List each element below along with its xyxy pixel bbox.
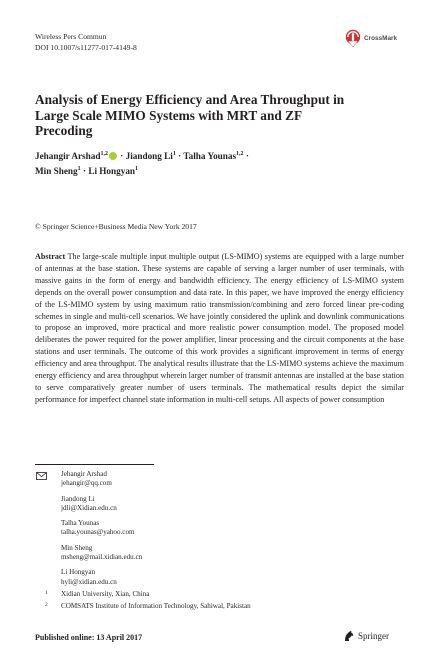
footnote-divider <box>35 464 154 465</box>
paper-title: Analysis of Energy Efficiency and Area Throughput in Large Scale MIMO Systems with MRT and ZF Precoding <box>35 92 345 138</box>
doi: DOI 10.1007/s11277-017-4149-8 <box>35 43 137 52</box>
envelope-icon <box>36 472 47 480</box>
affiliation-entry <box>35 602 251 612</box>
contact-name: Jiandong Li <box>61 494 95 503</box>
contact-email[interactable]: jdli@Xidian.edu.cn <box>61 503 117 512</box>
contact-entry <box>35 544 142 563</box>
author-separator: · <box>178 151 182 162</box>
affiliation-text: Xidian University, Xian, China <box>61 590 150 598</box>
contact-name: Talha Younas <box>61 519 100 528</box>
abstract-label: Abstract <box>35 252 66 261</box>
affiliation-text: COMSATS Institute of Information Technology, Sahiwal, Pakistan <box>61 601 251 610</box>
abstract <box>35 251 404 406</box>
affiliation-entry <box>35 590 251 600</box>
copyright-line: © Springer Science+Business Media New York 2017 <box>35 222 197 231</box>
affiliation-list <box>35 590 251 613</box>
author-name[interactable]: Jiandong Li <box>125 151 173 162</box>
author-affil-sup: 1 <box>135 166 139 173</box>
contact-name: Min Sheng <box>61 543 93 552</box>
author-separator: · <box>245 151 249 162</box>
crossmark-badge[interactable] <box>345 29 397 48</box>
crossmark-icon <box>345 29 361 48</box>
contact-name: Li Hongyan <box>61 568 96 577</box>
author-name[interactable]: Min Sheng <box>35 166 78 177</box>
contact-email[interactable]: msheng@mail.xidian.edu.cn <box>61 553 143 562</box>
contact-entry <box>35 568 142 587</box>
contact-email[interactable]: hyli@xidian.edu.cn <box>61 577 117 586</box>
author-separator: · <box>120 151 124 162</box>
author-name[interactable]: Jehangir Arshad <box>35 151 101 162</box>
contact-name: Jehangir Arshad <box>61 470 107 478</box>
contact-entry <box>35 519 142 538</box>
affiliation-number: 1 <box>45 590 48 596</box>
author-list <box>35 148 395 178</box>
journal-name: Wireless Pers Commun <box>35 32 107 41</box>
author-affil-sup: 1 <box>77 166 81 173</box>
springer-logo <box>343 630 389 642</box>
springer-horse-icon <box>343 630 355 642</box>
author-affil-sup: 1 <box>172 151 176 157</box>
affiliation-number: 2 <box>45 601 48 608</box>
contact-list <box>35 470 142 593</box>
author-name[interactable]: Li Hongyan <box>88 166 136 177</box>
abstract-text: The large-scale multiple input multiple output (LS-MIMO) systems are equipped with a large number of antennas at the base station. These systems are capable of serving a larger number of user terminals, with massive gains in the form of energy and bandwidth efficiency. The energy efficiency of LS-MIMO system depends on the overall power consumption and data rate. In this paper, we have improved the energy efficiency of the LS-MIMO system by using maximum ratio transmission/combining and zero forced linear pre-coding schemes in single and multi-cell scenarios. We have jointly considered the uplink and downlink communications to propose an improved, more practical and more realistic power consumption model. The proposed model deliberates the power required for the power amplifier, linear processing and the circuit components at the base stations and user terminals. The outcome of this work provides a significant improvement in terms of energy efficiency and area throughput. The analytical results illustrate that the LS-MIMO systems achieve the maximum energy efficiency and area throughput wherein larger number of transmit antennas are installed at the base station to serve comparatively greater number of users terminals. The mathematical results depict the similar performance for imperfect channel state information in multi-cell setups. All aspects of power consumption <box>35 252 404 404</box>
contact-entry <box>35 470 142 489</box>
author-affil-sup: 1,2 <box>100 151 108 157</box>
published-date: Published online: 13 April 2017 <box>35 633 143 642</box>
springer-wordmark: Springer <box>358 631 389 641</box>
contact-email[interactable]: talha.younas@yahoo.com <box>61 528 135 537</box>
author-affil-sup: 1,2 <box>236 151 244 157</box>
author-name[interactable]: Talha Younas <box>183 151 237 162</box>
contact-email[interactable]: jehangir@qq.com <box>61 479 112 488</box>
contact-entry <box>35 495 142 514</box>
crossmark-label: CrossMark <box>364 35 398 42</box>
author-separator: · <box>82 166 87 177</box>
orcid-icon[interactable] <box>109 152 117 160</box>
journal-header <box>35 31 137 53</box>
